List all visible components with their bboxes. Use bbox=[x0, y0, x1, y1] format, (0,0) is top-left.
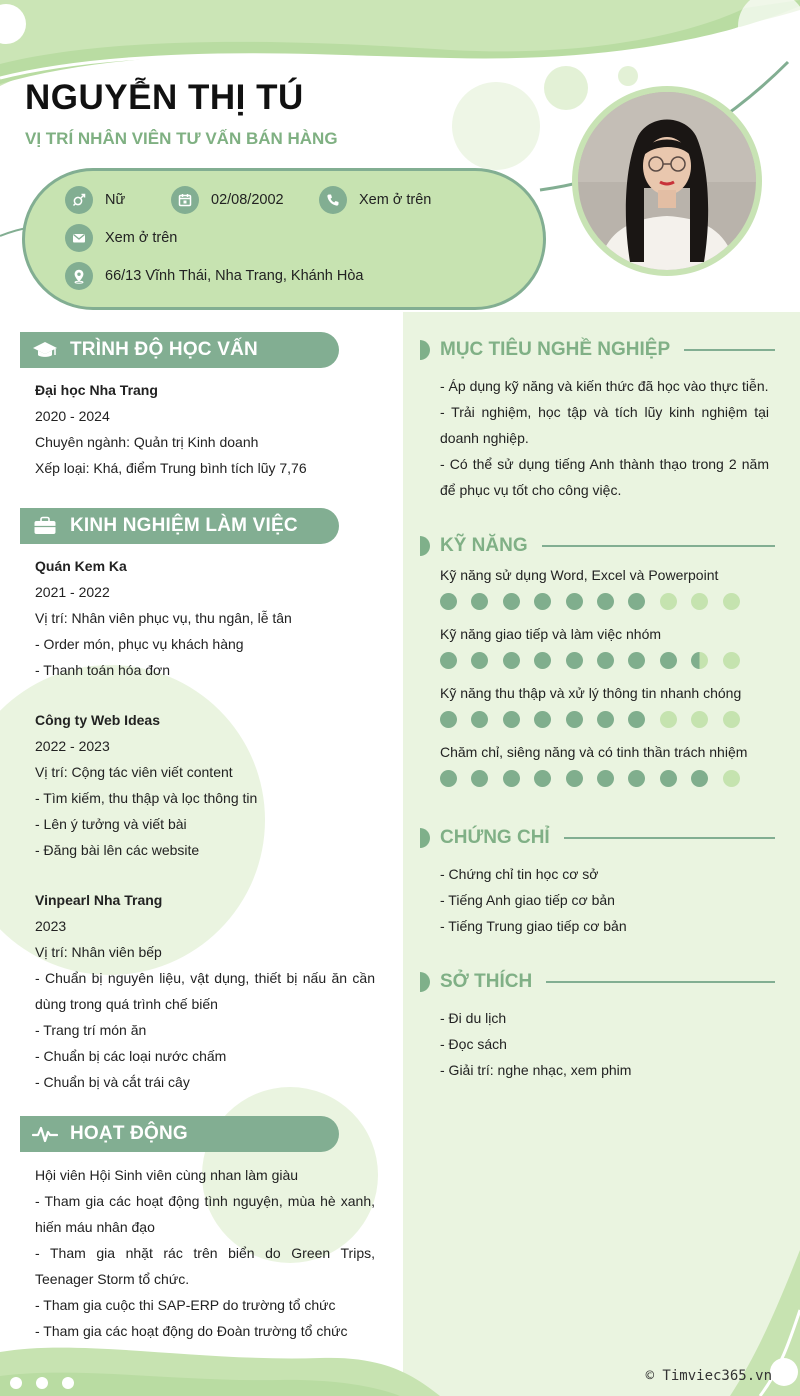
skill-dot bbox=[628, 652, 645, 669]
job-3-years: 2023 bbox=[35, 918, 67, 934]
job-1-company: Quán Kem Ka bbox=[35, 558, 127, 574]
certificate-item: - Chứng chỉ tin học cơ sở bbox=[440, 866, 599, 882]
job-2-task: - Lên ý tưởng và viết bài bbox=[35, 816, 187, 832]
hobbies-header bbox=[420, 967, 775, 997]
job-3-task: - Chuẩn bị và cắt trái cây bbox=[35, 1074, 190, 1090]
skill-dot bbox=[534, 711, 551, 728]
section-divider bbox=[684, 349, 775, 351]
certificate-item: - Tiếng Anh giao tiếp cơ bản bbox=[440, 892, 615, 908]
contact-phone bbox=[319, 186, 431, 214]
job-3-company: Vinpearl Nha Trang bbox=[35, 892, 163, 908]
hobbies-content bbox=[440, 1005, 770, 1083]
graduation-cap-icon bbox=[30, 339, 60, 361]
education-school: Đại học Nha Trang bbox=[35, 382, 158, 398]
job-2-task: - Tìm kiếm, thu thập và lọc thông tin bbox=[35, 790, 258, 806]
activity-item: - Tham gia các hoạt động do Đoàn trường tổ chức bbox=[35, 1323, 348, 1339]
skill-dot bbox=[566, 652, 583, 669]
candidate-name: NGUYỄN THỊ TÚ bbox=[25, 78, 304, 117]
email-text: Xem ở trên bbox=[105, 230, 178, 246]
skill-name: Kỹ năng giao tiếp và làm việc nhóm bbox=[440, 626, 662, 642]
objective-header bbox=[420, 335, 775, 365]
skill-dot bbox=[628, 711, 645, 728]
skill-dot bbox=[660, 711, 677, 728]
skill-row bbox=[440, 626, 780, 669]
section-divider bbox=[542, 545, 775, 547]
activity-item: - Tham gia cuộc thi SAP-ERP do trường tổ chức bbox=[35, 1297, 336, 1313]
pulse-icon bbox=[30, 1123, 60, 1145]
briefcase-icon bbox=[30, 515, 60, 537]
skill-dot bbox=[691, 652, 708, 669]
activities-title: HOẠT ĐỘNG bbox=[70, 1123, 188, 1144]
candidate-position: VỊ TRÍ NHÂN VIÊN TƯ VẤN BÁN HÀNG bbox=[25, 129, 338, 148]
contact-email bbox=[65, 224, 177, 252]
activities-header bbox=[20, 1116, 339, 1152]
skills-title: KỸ NĂNG bbox=[440, 535, 528, 556]
skill-dot bbox=[597, 711, 614, 728]
activity-item: - Tham gia nhặt rác trên biển do Green Trips, Teenager Storm tổ chức. bbox=[35, 1245, 375, 1287]
contact-address bbox=[65, 262, 364, 290]
phone-icon bbox=[319, 186, 347, 214]
profile-photo bbox=[578, 92, 756, 270]
job-2-years: 2022 - 2023 bbox=[35, 738, 110, 754]
certificates-header bbox=[420, 823, 775, 853]
skill-dot bbox=[471, 770, 488, 787]
education-major: Chuyên ngành: Quản trị Kinh doanh bbox=[35, 434, 259, 450]
skill-dot bbox=[471, 711, 488, 728]
skill-dot bbox=[723, 652, 740, 669]
skill-name: Chăm chỉ, siêng năng và có tinh thần trách nhiệm bbox=[440, 744, 748, 760]
skill-dot bbox=[440, 711, 457, 728]
section-divider bbox=[546, 981, 775, 983]
certificates-title: CHỨNG CHỈ bbox=[440, 827, 550, 848]
skill-dot bbox=[534, 593, 551, 610]
activity-group: Hội viên Hội Sinh viên cùng nhan làm giàu bbox=[35, 1167, 299, 1183]
section-divider bbox=[564, 837, 775, 839]
skill-dot bbox=[628, 593, 645, 610]
education-grade: Xếp loại: Khá, điểm Trung bình tích lũy 7,76 bbox=[35, 460, 307, 476]
gender-text: Nữ bbox=[105, 192, 126, 208]
job-1-role: Vị trí: Nhân viên phục vụ, thu ngân, lễ tân bbox=[35, 610, 292, 626]
skill-dot bbox=[723, 770, 740, 787]
skill-dot bbox=[440, 593, 457, 610]
skill-dot bbox=[691, 770, 708, 787]
job-3-task: - Chuẩn bị nguyên liệu, vật dụng, thiết bị nấu ăn cần dùng trong quá trình chế biến bbox=[35, 970, 375, 1012]
skill-dot bbox=[566, 593, 583, 610]
skill-row bbox=[440, 567, 780, 610]
skill-dot bbox=[723, 593, 740, 610]
skill-dot bbox=[597, 593, 614, 610]
skill-dot bbox=[471, 652, 488, 669]
hobbies-title: SỞ THÍCH bbox=[440, 971, 533, 992]
skill-dot bbox=[566, 711, 583, 728]
address-text: 66/13 Vĩnh Thái, Nha Trang, Khánh Hòa bbox=[105, 268, 364, 284]
certificate-item: - Tiếng Trung giao tiếp cơ bản bbox=[440, 918, 627, 934]
hobby-item: - Giải trí: nghe nhạc, xem phim bbox=[440, 1062, 632, 1078]
phone-text: Xem ở trên bbox=[359, 192, 432, 208]
contact-info-box bbox=[22, 168, 546, 310]
skill-rating bbox=[440, 652, 780, 669]
skill-dot bbox=[691, 711, 708, 728]
job-2-company: Công ty Web Ideas bbox=[35, 712, 160, 728]
job-3-role: Vị trí: Nhân viên bếp bbox=[35, 944, 162, 960]
skill-rating bbox=[440, 770, 780, 787]
location-pin-icon bbox=[65, 262, 93, 290]
section-marker bbox=[420, 536, 430, 556]
skill-dot bbox=[597, 770, 614, 787]
contact-birthdate bbox=[171, 186, 284, 214]
skill-dot bbox=[503, 652, 520, 669]
skill-dot bbox=[566, 770, 583, 787]
experience-header bbox=[20, 508, 339, 544]
certificates-content bbox=[440, 861, 770, 939]
job-2-task: - Đăng bài lên các website bbox=[35, 842, 200, 858]
skill-dot bbox=[440, 652, 457, 669]
skill-dot bbox=[503, 711, 520, 728]
job-1-task: - Order món, phục vụ khách hàng bbox=[35, 636, 244, 652]
objective-item: - Có thể sử dụng tiếng Anh thành thạo trong 2 năm để phục vụ tốt cho công việc. bbox=[440, 456, 769, 498]
skills-header bbox=[420, 531, 775, 561]
skill-dot bbox=[691, 593, 708, 610]
objective-content bbox=[440, 373, 769, 503]
education-content bbox=[35, 377, 380, 481]
skill-rating bbox=[440, 711, 780, 728]
skill-dot bbox=[534, 770, 551, 787]
birthdate-text: 02/08/2002 bbox=[211, 192, 284, 208]
activity-item: - Tham gia các hoạt động tình nguyện, mùa hè xanh, hiến máu nhân đạo bbox=[35, 1193, 375, 1235]
skill-row bbox=[440, 685, 780, 728]
avatar bbox=[572, 86, 762, 276]
gender-icon bbox=[65, 186, 93, 214]
job-1-task: - Thanh toán hóa đơn bbox=[35, 662, 171, 678]
activities-content bbox=[35, 1162, 375, 1344]
skill-rating bbox=[440, 593, 780, 610]
skill-row bbox=[440, 744, 780, 787]
calendar-icon bbox=[171, 186, 199, 214]
education-header bbox=[20, 332, 339, 368]
contact-gender bbox=[65, 186, 125, 214]
skill-dot bbox=[503, 593, 520, 610]
job-3-task: - Chuẩn bị các loại nước chấm bbox=[35, 1048, 227, 1064]
hobby-item: - Đọc sách bbox=[440, 1036, 507, 1052]
footer-watermark: © Timviec365.vn bbox=[645, 1368, 772, 1384]
mail-icon bbox=[65, 224, 93, 252]
skill-dot bbox=[660, 652, 677, 669]
skill-dot bbox=[597, 652, 614, 669]
skill-name: Kỹ năng thu thập và xử lý thông tin nhanh chóng bbox=[440, 685, 742, 701]
skill-dot bbox=[660, 770, 677, 787]
skill-name: Kỹ năng sử dụng Word, Excel và Powerpoint bbox=[440, 567, 719, 583]
skill-dot bbox=[440, 770, 457, 787]
job-1-years: 2021 - 2022 bbox=[35, 584, 110, 600]
section-marker bbox=[420, 340, 430, 360]
skill-dot bbox=[660, 593, 677, 610]
education-title: TRÌNH ĐỘ HỌC VẤN bbox=[70, 339, 258, 360]
job-2-role: Vị trí: Cộng tác viên viết content bbox=[35, 764, 233, 780]
objective-title: MỤC TIÊU NGHỀ NGHIỆP bbox=[440, 339, 671, 360]
job-3-task: - Trang trí món ăn bbox=[35, 1022, 147, 1038]
skill-dot bbox=[534, 652, 551, 669]
objective-item: - Trải nghiệm, học tập và tích lũy kinh nghiệm tại doanh nghiệp. bbox=[440, 404, 769, 446]
skill-dot bbox=[471, 593, 488, 610]
education-years: 2020 - 2024 bbox=[35, 408, 110, 424]
experience-content bbox=[35, 553, 375, 1095]
hobby-item: - Đi du lịch bbox=[440, 1010, 507, 1026]
experience-title: KINH NGHIỆM LÀM VIỆC bbox=[70, 515, 298, 536]
skill-dot bbox=[723, 711, 740, 728]
section-marker bbox=[420, 972, 430, 992]
skill-dot bbox=[628, 770, 645, 787]
section-marker bbox=[420, 828, 430, 848]
objective-item: - Áp dụng kỹ năng và kiến thức đã học vào thực tiễn. bbox=[440, 378, 769, 394]
skill-dot bbox=[503, 770, 520, 787]
